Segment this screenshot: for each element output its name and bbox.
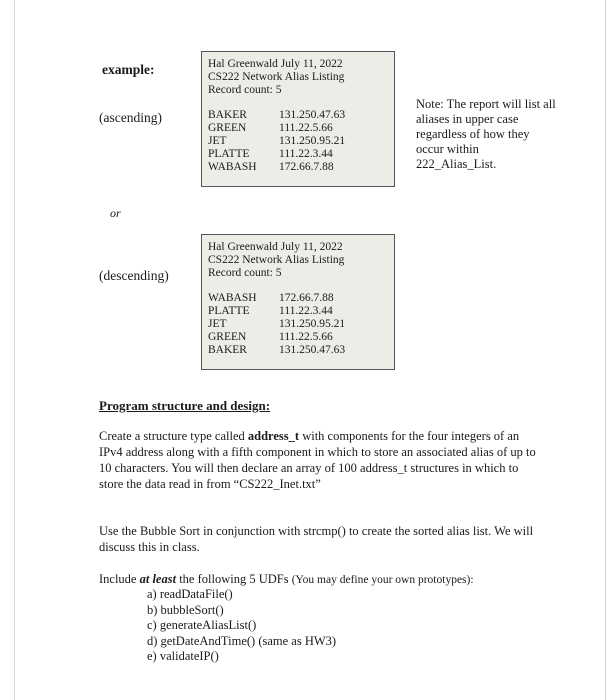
descending-report-box bbox=[201, 234, 395, 370]
report-header bbox=[208, 58, 388, 97]
note-line: aliases in upper case bbox=[416, 112, 519, 126]
alias-row bbox=[208, 161, 388, 174]
alias-row bbox=[208, 122, 388, 135]
alias-ip: 172.66.7.88 bbox=[279, 292, 334, 304]
alias-ip: 111.22.3.44 bbox=[279, 148, 333, 160]
alias-row bbox=[208, 135, 388, 148]
alias-row bbox=[208, 109, 388, 122]
alias-row bbox=[208, 148, 388, 161]
alias-name: WABASH bbox=[208, 292, 257, 304]
alias-ip: 172.66.7.88 bbox=[279, 161, 334, 173]
descending-alias-list bbox=[208, 292, 388, 357]
paragraph-text: with components for the four integers of an IPv4 address along with a fifth component in which to store an associated alias of up to 10 characters. You will then declare an array of 100 address_t structures in which to store the data read in from “CS222_Inet.txt” bbox=[99, 429, 536, 491]
alias-ip: 131.250.47.63 bbox=[279, 344, 346, 356]
udf-item: c) generateAliasList() bbox=[147, 618, 257, 632]
alias-row bbox=[208, 305, 388, 318]
udf-intro-text: the following 5 UDFs bbox=[176, 572, 292, 586]
report-title: CS222 Network Alias Listing bbox=[208, 71, 345, 83]
udf-item: e) validateIP() bbox=[147, 649, 219, 663]
alias-row bbox=[208, 292, 388, 305]
udf-intro-emphasis: at least bbox=[139, 572, 177, 586]
report-author-date: Hal Greenwald July 11, 2022 bbox=[208, 58, 343, 70]
udf-item: d) getDateAndTime() (same as HW3) bbox=[147, 633, 337, 648]
alias-ip: 131.250.95.21 bbox=[279, 318, 346, 330]
udf-intro bbox=[99, 571, 569, 588]
udf-item: b) bubbleSort() bbox=[147, 602, 224, 617]
alias-name: GREEN bbox=[208, 122, 247, 134]
alias-name: GREEN bbox=[208, 331, 247, 343]
ascending-label: (ascending) bbox=[99, 110, 162, 125]
note-text bbox=[416, 97, 586, 172]
note-line: occur within bbox=[416, 142, 479, 156]
struct-type-name: address_t bbox=[247, 429, 300, 443]
alias-name: PLATTE bbox=[208, 148, 250, 160]
alias-ip: 111.22.3.44 bbox=[279, 305, 333, 317]
ascending-alias-list bbox=[208, 109, 388, 174]
note-line: Note: The report will list all bbox=[416, 97, 556, 111]
report-record-count: Record count: 5 bbox=[208, 84, 282, 96]
descending-label: (descending) bbox=[99, 268, 169, 283]
udf-intro-note: (You may define your own prototypes): bbox=[291, 574, 474, 586]
alias-ip: 131.250.95.21 bbox=[279, 135, 346, 147]
document-page bbox=[14, 0, 606, 700]
alias-row bbox=[208, 331, 388, 344]
note-line: 222_Alias_List. bbox=[416, 157, 497, 171]
bubble-sort-paragraph: Use the Bubble Sort in conjunction with strcmp() to create the sorted alias list. We will discuss this in class. bbox=[99, 524, 534, 554]
alias-ip: 131.250.47.63 bbox=[279, 109, 346, 121]
udf-intro-text: Include bbox=[99, 572, 140, 586]
example-label: example: bbox=[102, 62, 155, 77]
report-author-date: Hal Greenwald July 11, 2022 bbox=[208, 241, 343, 253]
alias-ip: 111.22.5.66 bbox=[279, 331, 333, 343]
ascending-report-box bbox=[201, 51, 395, 187]
alias-name: BAKER bbox=[208, 344, 247, 356]
paragraph-text: Create a structure type called bbox=[99, 429, 248, 443]
alias-name: JET bbox=[208, 135, 227, 147]
udf-list bbox=[147, 587, 336, 665]
alias-name: BAKER bbox=[208, 109, 247, 121]
alias-name: WABASH bbox=[208, 161, 257, 173]
section-heading: Program structure and design: bbox=[99, 398, 271, 413]
note-line: regardless of how they bbox=[416, 127, 530, 141]
report-title: CS222 Network Alias Listing bbox=[208, 254, 345, 266]
alias-ip: 111.22.5.66 bbox=[279, 122, 333, 134]
alias-row bbox=[208, 344, 388, 357]
or-label: or bbox=[110, 206, 121, 220]
alias-name: PLATTE bbox=[208, 305, 250, 317]
report-header bbox=[208, 241, 388, 280]
report-record-count: Record count: 5 bbox=[208, 267, 282, 279]
alias-name: JET bbox=[208, 318, 227, 330]
alias-row bbox=[208, 318, 388, 331]
udf-item: a) readDataFile() bbox=[147, 587, 233, 601]
structure-paragraph bbox=[99, 428, 539, 492]
